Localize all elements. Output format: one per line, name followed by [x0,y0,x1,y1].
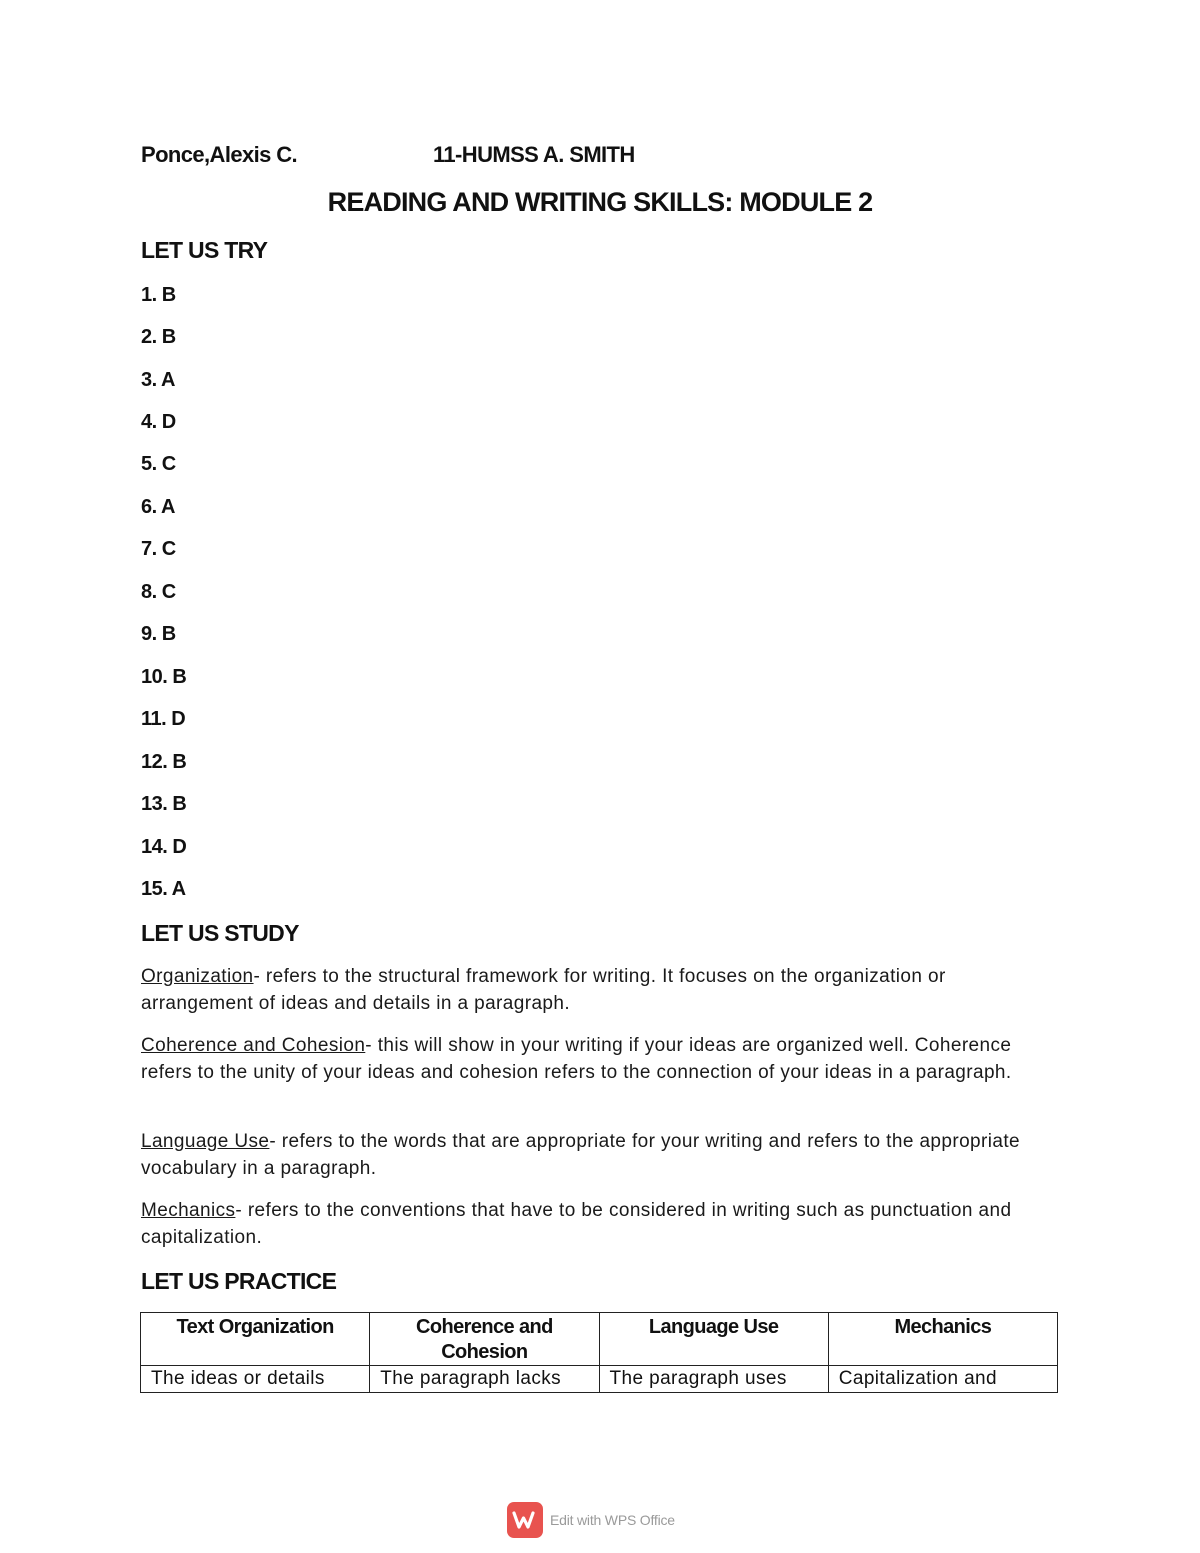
answer-item: 3. A [141,369,175,391]
study-paragraph-coherence [141,1032,1061,1086]
wps-footer-text[interactable]: Edit with WPS Office [550,1512,675,1528]
definition-text: - refers to the conventions that have to be considered in writing such as punctuation and capitalization. [141,1200,1012,1248]
answer-item: 2. B [141,326,176,348]
heading-let-us-practice: LET US PRACTICE [141,1268,337,1294]
answer-item: 14. D [141,836,187,858]
table-row [141,1366,1058,1393]
term-organization: Organization [141,966,254,987]
answer-item: 11. D [141,708,186,730]
table-cell: The paragraph lacks [370,1366,599,1393]
column-header: Coherence and Cohesion [370,1313,599,1366]
wps-office-logo-icon [507,1502,543,1538]
answer-item: 5. C [141,453,176,475]
table-cell: Capitalization and [828,1366,1057,1393]
definition-text: - refers to the structural framework for writing. It focuses on the organization or arrangement of ideas and details in a paragraph. [141,966,946,1014]
term-language-use: Language Use [141,1131,270,1152]
definition-text: - refers to the words that are appropriate for your writing and refers to the appropriate vocabulary in a paragraph. [141,1131,1020,1179]
heading-let-us-study: LET US STUDY [141,920,299,946]
table-header-row [141,1313,1058,1366]
answer-item: 13. B [141,793,187,815]
heading-let-us-try: LET US TRY [141,237,268,263]
term-coherence-cohesion: Coherence and Cohesion [141,1035,366,1056]
answer-item: 7. C [141,538,176,560]
study-paragraph-language-use [141,1128,1061,1182]
column-header: Text Organization [141,1313,370,1366]
answer-item: 12. B [141,751,187,773]
table-cell: The ideas or details [141,1366,370,1393]
study-paragraph-organization [141,963,1061,1017]
answer-item: 8. C [141,581,176,603]
student-section: 11-HUMSS A. SMITH [433,142,635,167]
study-paragraph-mechanics [141,1197,1061,1251]
column-header: Language Use [599,1313,828,1366]
answer-item: 9. B [141,623,176,645]
practice-table [140,1312,1058,1393]
term-mechanics: Mechanics [141,1200,236,1221]
document-title: READING AND WRITING SKILLS: MODULE 2 [327,187,873,217]
answer-item: 15. A [141,878,186,900]
answer-item: 1. B [141,284,176,306]
table-cell: The paragraph uses [599,1366,828,1393]
answer-item: 4. D [141,411,176,433]
answer-item: 10. B [141,666,187,688]
student-name: Ponce,Alexis C. [141,142,298,167]
column-header: Mechanics [828,1313,1057,1366]
wps-footer[interactable] [507,1501,675,1539]
definition-text: - this will show in your writing if your ideas are organized well. Coherence refers to the unity of your ideas and cohesion refers to the connection of your ideas in a paragraph. [141,1035,1012,1083]
answer-item: 6. A [141,496,175,518]
